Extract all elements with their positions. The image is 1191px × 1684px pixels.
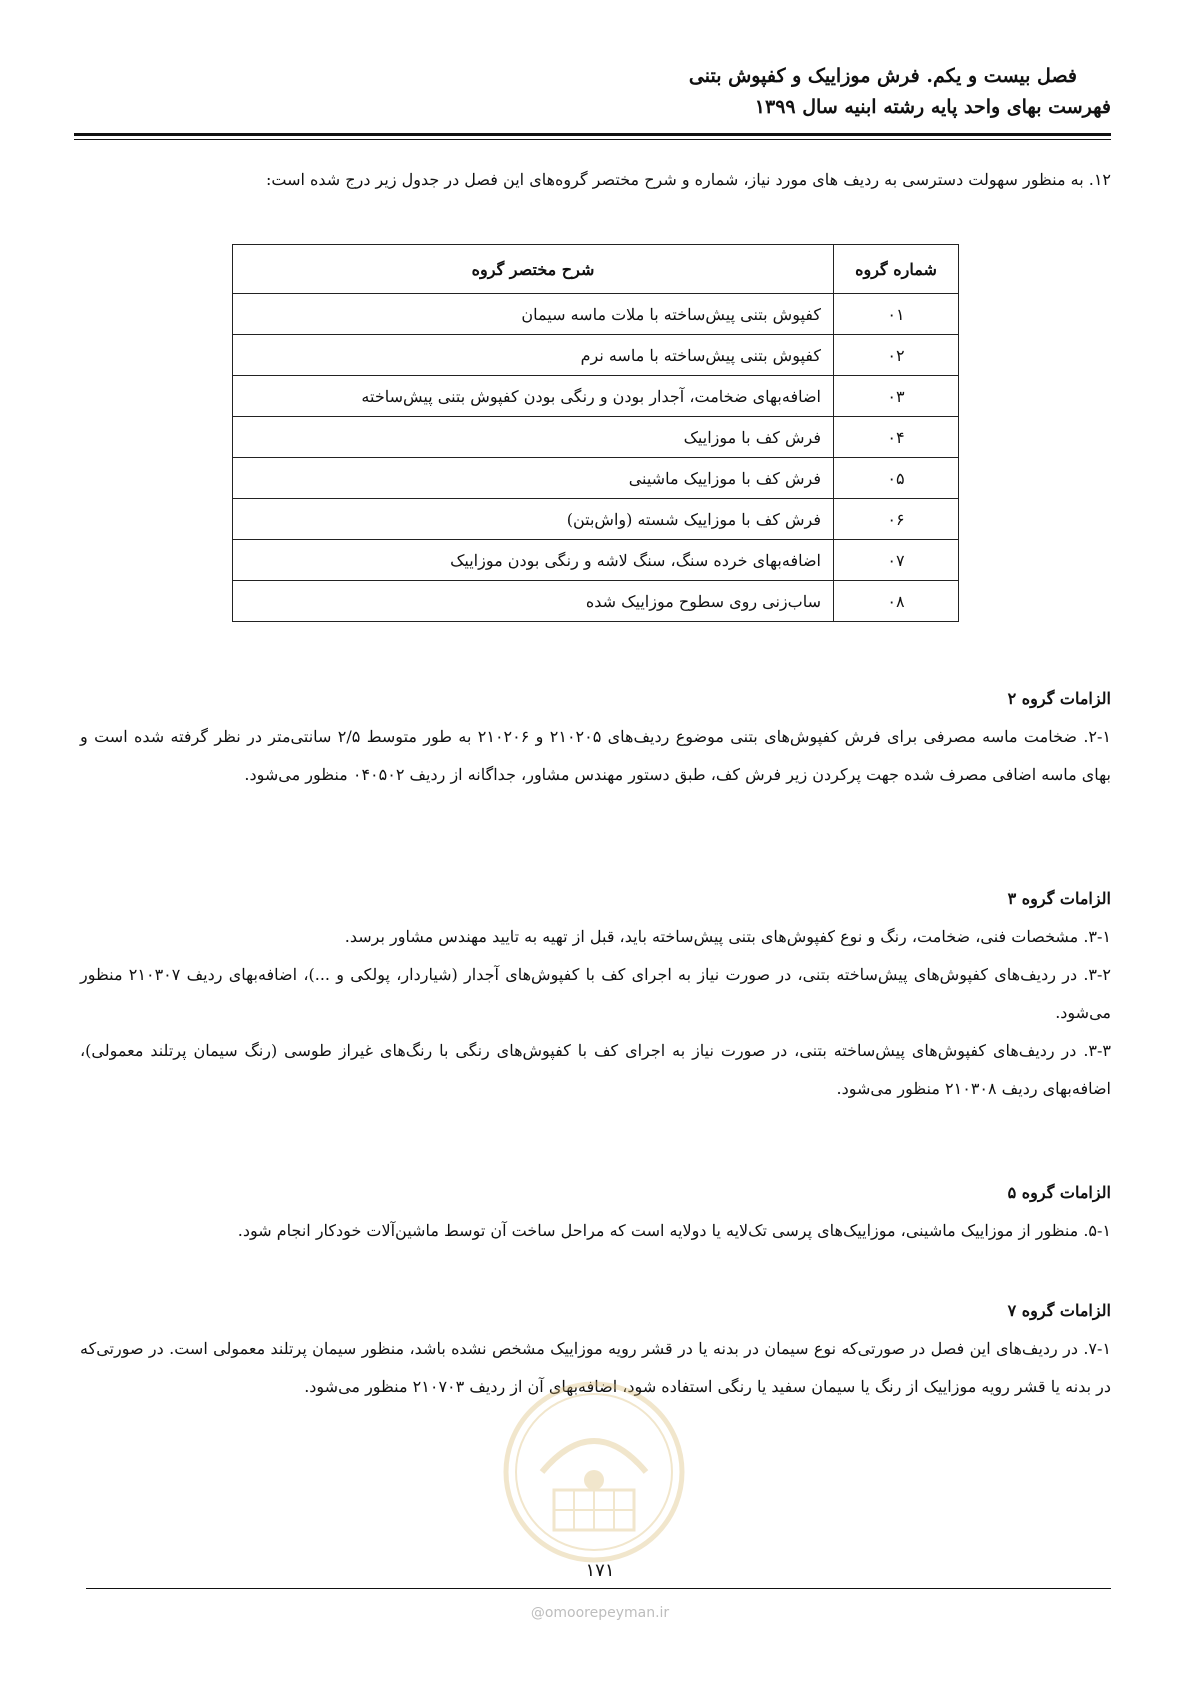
group-description: اضافه‌بهای خرده سنگ، سنگ لاشه و رنگی بودن موزاییک [233, 540, 834, 581]
table-row [233, 335, 959, 376]
group-number: ۰۷ [834, 540, 959, 581]
table-header-row [233, 245, 959, 294]
group-description: اضافه‌بهای ضخامت، آجدار بودن و رنگی بودن کفپوش بتنی پیش‌ساخته [233, 376, 834, 417]
section-paragraph: ۷-۱. در ردیف‌های این فصل در صورتی‌که نوع سیمان در بدنه یا در قشر رویه موزاییک مشخص نشده باشد، منظور سیمان پرتلند معمولی است. در صورتی‌که در بدنه یا قشر رویه موزاییک از رنگ یا سیمان سفید یا رنگی استفاده شود، اضافه‌بهای آن از ردیف ۲۱۰۷۰۳ منظور می‌شود. [80, 1339, 1111, 1396]
group-description: کفپوش بتنی پیش‌ساخته با ماسه نرم [233, 335, 834, 376]
watermark-logo [502, 1380, 686, 1564]
section-paragraph: ۲-۱. ضخامت ماسه مصرفی برای فرش کفپوش‌های بتنی موضوع ردیف‌های ۲۱۰۲۰۵ و ۲۱۰۲۰۶ به طور متوسط ۲/۵ سانتی‌متر در نظر گرفته شده است و بهای ماسه اضافی مصرف شده جهت پرکردن زیر فرش کف، طبق دستور مهندس مشاور، جداگانه از ردیف ۰۴۰۵۰۲ منظور می‌شود. [80, 727, 1112, 784]
groups-table [232, 244, 959, 622]
document-title: فهرست بهای واحد پایه رشته ابنیه سال ۱۳۹۹ [754, 96, 1111, 118]
section-title: الزامات گروه ۷ [1007, 1301, 1111, 1320]
group-description: فرش کف با موزاییک شسته (واش‌بتن) [233, 499, 834, 540]
footer-rule [86, 1588, 1111, 1589]
section-title: الزامات گروه ۳ [1007, 889, 1111, 908]
group-number: ۰۶ [834, 499, 959, 540]
section-paragraph: ۳-۳. در ردیف‌های کفپوش‌های پیش‌ساخته بتنی، در صورت نیاز به اجرای کف با کفپوش‌های رنگی با رنگ‌های غیراز طوسی (رنگ سیمان پرتلند معمولی)، اضافه‌بهای ردیف ۲۱۰۳۰۸ منظور می‌شود. [80, 1041, 1111, 1098]
table-row [233, 417, 959, 458]
group-number: ۰۲ [834, 335, 959, 376]
table-row [233, 458, 959, 499]
group-description: فرش کف با موزاییک ماشینی [233, 458, 834, 499]
intro-paragraph: ۱۲. به منظور سهولت دسترسی به ردیف های مورد نیاز، شماره و شرح مختصر گروه‌های این فصل در جدول زیر درج شده است: [265, 170, 1111, 189]
table-row [233, 540, 959, 581]
section-title: الزامات گروه ۲ [1007, 689, 1111, 708]
group-description: ساب‌زنی روی سطوح موزاییک شده [233, 581, 834, 622]
column-header-description: شرح مختصر گروه [233, 245, 834, 294]
section-group-2 [80, 680, 1111, 794]
table-row [233, 499, 959, 540]
section-paragraph: ۳-۱. مشخصات فنی، ضخامت، رنگ و نوع کفپوش‌های بتنی پیش‌ساخته باید، قبل از تهیه به تایید مهندس مشاور برسد. [344, 927, 1111, 946]
section-group-5 [80, 1174, 1111, 1250]
column-header-number: شماره گروه [834, 245, 959, 294]
table-row [233, 376, 959, 417]
group-description: کفپوش بتنی پیش‌ساخته با ملات ماسه سیمان [233, 294, 834, 335]
section-title: الزامات گروه ۵ [1007, 1183, 1111, 1202]
group-number: ۰۸ [834, 581, 959, 622]
section-paragraph: ۵-۱. منظور از موزاییک ماشینی، موزاییک‌های پرسی تک‌لایه یا دولایه است که مراحل ساخت آن توسط ماشین‌آلات خودکار انجام شود. [237, 1221, 1111, 1240]
group-number: ۰۱ [834, 294, 959, 335]
chapter-title: فصل بیست و یکم. فرش موزاییک و کفپوش بتنی [688, 65, 1077, 87]
page-number: ۱۷۱ [585, 1560, 615, 1581]
website-watermark: @omoorepeyman.ir [530, 1605, 670, 1621]
page-header [74, 62, 1111, 124]
section-group-3 [80, 880, 1111, 1108]
header-rule-thin [74, 139, 1111, 140]
section-paragraph: ۳-۲. در ردیف‌های کفپوش‌های پیش‌ساخته بتنی، در صورت نیاز به اجرای کف با کفپوش‌های آجدار (شیاردار، پولکی و ...)، اضافه‌بهای ردیف ۲۱۰۳۰۷ منظور می‌شود. [80, 965, 1112, 1022]
group-number: ۰۴ [834, 417, 959, 458]
group-number: ۰۵ [834, 458, 959, 499]
table-row [233, 294, 959, 335]
group-number: ۰۳ [834, 376, 959, 417]
header-rule-thick [74, 133, 1111, 136]
table-row [233, 581, 959, 622]
group-description: فرش کف با موزاییک [233, 417, 834, 458]
